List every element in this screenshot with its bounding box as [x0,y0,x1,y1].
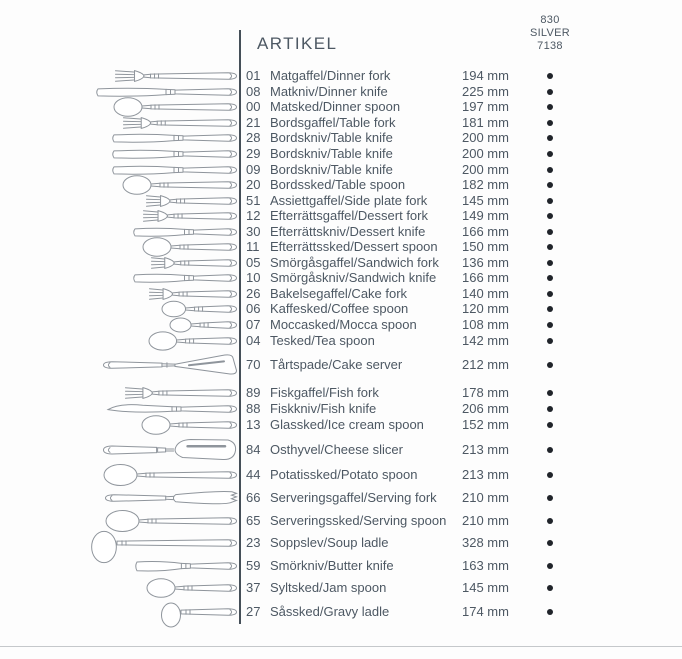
article-row [0,99,682,115]
item-code: 08 [246,84,261,99]
item-code: 84 [246,442,261,457]
item-name: Serveringsgaffel/Serving fork [270,490,437,505]
availability-dot [547,338,553,344]
item-size: 120 mm [462,301,509,316]
availability-dot [547,260,553,266]
item-code: 01 [246,68,261,83]
availability-dot [547,322,553,328]
item-size: 140 mm [462,286,509,301]
availability-dot [547,585,553,591]
availability-dot [547,104,553,110]
article-row [0,224,682,240]
availability-header-line-3: 7138 [537,40,563,52]
availability-dot [547,563,553,569]
item-size: 166 mm [462,270,509,285]
item-name: Bakelsegaffel/Cake fork [270,286,408,301]
item-name: Moccasked/Mocca spoon [270,317,417,332]
item-size: 145 mm [462,193,509,208]
item-name: Smörgåsgaffel/Sandwich fork [270,255,439,270]
item-size: 174 mm [462,604,509,619]
item-name: Efterrättssked/Dessert spoon [270,239,438,254]
item-name: Matkniv/Dinner knife [270,84,388,99]
article-row [0,385,682,401]
availability-dot [547,390,553,396]
item-code: 30 [246,224,261,239]
item-size: 194 mm [462,68,509,83]
availability-dot [547,609,553,615]
item-code: 04 [246,333,261,348]
item-name: Tesked/Tea spoon [270,333,375,348]
article-row [0,604,682,620]
availability-header-line-2: SILVER [529,27,571,39]
item-name: Bordskniv/Table knife [270,146,393,161]
item-code: 66 [246,490,261,505]
item-size: 197 mm [462,99,509,114]
item-size: 145 mm [462,580,509,595]
page-title: ARTIKEL [257,34,338,53]
article-row [0,317,682,333]
article-row [0,193,682,209]
item-name: Smörkniv/Butter knife [270,558,394,573]
article-row [0,255,682,271]
item-code: 65 [246,513,261,528]
item-name: Fiskgaffel/Fish fork [270,385,379,400]
article-row [0,208,682,224]
article-row [0,513,682,529]
item-size: 136 mm [462,255,509,270]
availability-dot [547,472,553,478]
item-name: Tårtspade/Cake server [270,357,403,372]
availability-dot [547,229,553,235]
item-size: 163 mm [462,558,509,573]
availability-dot [547,198,553,204]
item-name: Assiettgaffel/Side plate fork [270,193,428,208]
item-name: Bordskniv/Table knife [270,162,393,177]
item-name: Bordskniv/Table knife [270,130,393,145]
availability-dot [547,406,553,412]
article-row [0,535,682,551]
item-size: 210 mm [462,490,509,505]
item-size: 166 mm [462,224,509,239]
item-size: 212 mm [462,357,509,372]
article-row [0,490,682,506]
item-name: Potatissked/Potato spoon [270,467,418,482]
item-name: Smörgåskniv/Sandwich knife [270,270,437,285]
item-code: 20 [246,177,261,192]
item-code: 88 [246,401,261,416]
availability-dot [547,540,553,546]
item-code: 09 [246,162,261,177]
article-row [0,270,682,286]
availability-dot [547,275,553,281]
availability-dot [547,151,553,157]
item-name: Bordssked/Table spoon [270,177,406,192]
item-name: Syltsked/Jam spoon [270,580,387,595]
item-name: Matgaffel/Dinner fork [270,68,391,83]
item-size: 210 mm [462,513,509,528]
availability-dot [547,182,553,188]
article-row [0,401,682,417]
article-row [0,301,682,317]
article-row [0,130,682,146]
item-code: 89 [246,385,261,400]
item-size: 149 mm [462,208,509,223]
item-name: Kaffesked/Coffee spoon [270,301,409,316]
item-name: Efterrättskniv/Dessert knife [270,224,426,239]
item-code: 59 [246,558,261,573]
item-size: 200 mm [462,146,509,161]
article-row [0,239,682,255]
item-size: 225 mm [462,84,509,99]
article-row [0,115,682,131]
article-row [0,417,682,433]
ice-cream-spoon-icon [141,411,238,439]
item-name: Osthyvel/Cheese slicer [270,442,403,457]
availability-dot [547,167,553,173]
item-size: 152 mm [462,417,509,432]
item-size: 182 mm [462,177,509,192]
item-code: 29 [246,146,261,161]
item-size: 108 mm [462,317,509,332]
item-size: 181 mm [462,115,509,130]
availability-dot [547,495,553,501]
item-size: 206 mm [462,401,509,416]
item-size: 328 mm [462,535,509,550]
availability-dot [547,135,553,141]
item-code: 12 [246,208,261,223]
item-code: 51 [246,193,261,208]
availability-dot [547,244,553,250]
item-code: 70 [246,357,261,372]
item-code: 10 [246,270,261,285]
item-name: Glassked/Ice cream spoon [270,417,424,432]
item-size: 178 mm [462,385,509,400]
availability-dot [547,291,553,297]
item-name: Fiskkniv/Fish knife [270,401,377,416]
item-size: 200 mm [462,162,509,177]
availability-header-line-1: 830 [540,14,560,26]
item-name: Soppslev/Soup ladle [270,535,389,550]
item-code: 11 [246,239,260,254]
item-code: 05 [246,255,261,270]
item-name: Matsked/Dinner spoon [270,99,401,114]
availability-dot [547,213,553,219]
item-size: 150 mm [462,239,509,254]
item-name: Efterrättsgaffel/Dessert fork [270,208,428,223]
item-size: 213 mm [462,467,509,482]
article-row [0,357,682,373]
availability-dot [547,73,553,79]
availability-dot [547,89,553,95]
availability-dot [547,447,553,453]
item-code: 26 [246,286,261,301]
availability-dot [547,518,553,524]
bottom-rule [0,646,682,647]
item-code: 07 [246,317,261,332]
item-code: 13 [246,417,261,432]
item-code: 06 [246,301,261,316]
availability-dot [547,120,553,126]
article-row [0,146,682,162]
availability-dot [547,306,553,312]
cheese-slicer-icon [103,436,238,464]
article-row [0,84,682,100]
item-name: Bordsgaffel/Table fork [270,115,396,130]
item-code: 27 [246,604,261,619]
item-name: Såssked/Gravy ladle [270,604,390,619]
availability-dot [547,362,553,368]
gravy-ladle-icon [159,598,238,626]
item-code: 00 [246,99,261,114]
item-size: 213 mm [462,442,509,457]
item-name: Serveringssked/Serving spoon [270,513,447,528]
article-row [0,558,682,574]
article-row [0,580,682,596]
item-code: 21 [246,115,261,130]
article-row [0,333,682,349]
article-row [0,177,682,193]
item-code: 37 [246,580,261,595]
cake-server-icon [103,351,238,379]
item-code: 23 [246,535,261,550]
article-row [0,467,682,483]
item-size: 142 mm [462,333,509,348]
item-code: 28 [246,130,261,145]
article-row [0,162,682,178]
item-size: 200 mm [462,130,509,145]
item-code: 44 [246,467,261,482]
article-row [0,442,682,458]
article-row [0,286,682,302]
availability-dot [547,422,553,428]
